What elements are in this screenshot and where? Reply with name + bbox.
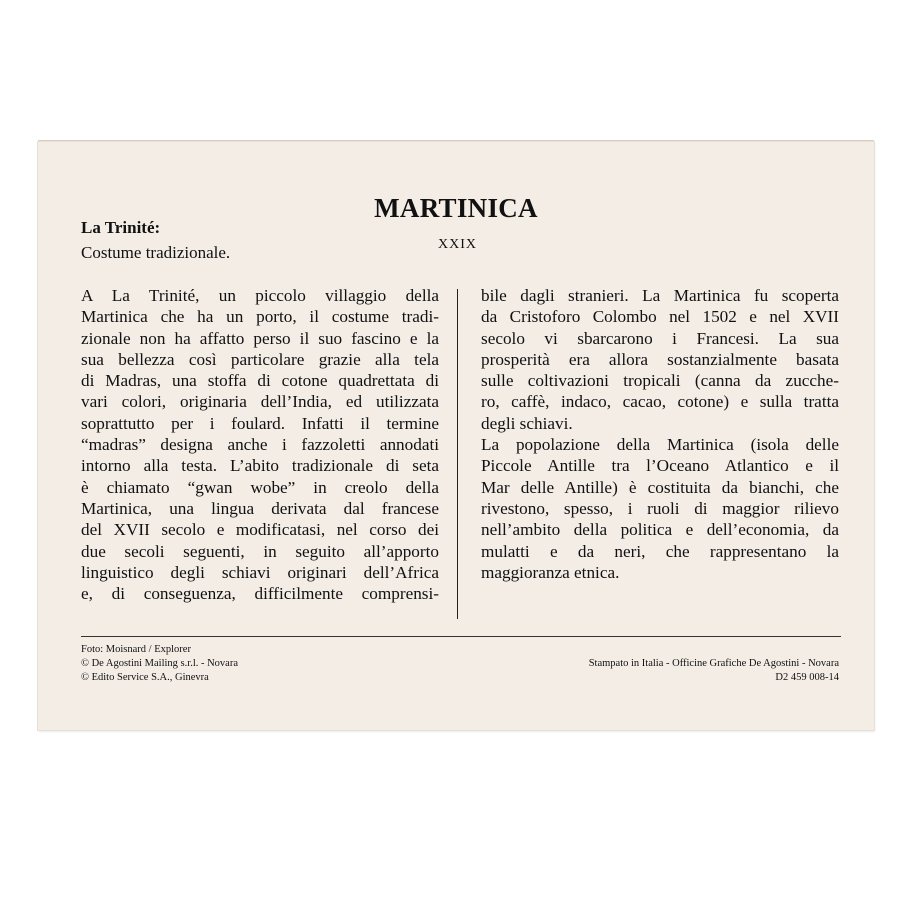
text-line: secolo vi sbarcarono i Francesi. La sua — [481, 328, 839, 348]
text-column-right — [481, 285, 839, 583]
location-heading: La Trinité: — [81, 218, 161, 237]
text-line: ro, caffè, indaco, cacao, cotone) e sulla tratta — [481, 392, 839, 412]
postcard-back — [38, 142, 874, 730]
text-line: intorno alla testa. L’abito tradizionale di seta — [81, 456, 439, 476]
text-line: mulatti e da neri, che rappresentano la — [481, 541, 839, 561]
text-line: prosperità era allora sostanzialmente basata — [481, 349, 839, 369]
text-line: sulle coltivazioni tropicali (canna da zucche- — [481, 371, 839, 391]
text-line: e, di conseguenza, difficilmente comprensi- — [81, 584, 439, 604]
text-line: nell’ambito della politica e dell’economia, da — [481, 520, 839, 540]
text-line: zionale non ha affatto perso il suo fascino e la — [81, 328, 439, 348]
text-line: sua bellezza così particolare grazie alla tela — [81, 349, 439, 369]
text-line: Mar delle Antille) è costituita da bianchi, che — [481, 477, 839, 497]
text-line: La popolazione della Martinica (isola delle — [481, 435, 839, 455]
credit-line: © Edito Service S.A., Ginevra — [81, 672, 209, 683]
footer-rule — [81, 636, 841, 637]
text-line: da Cristoforo Colombo nel 1502 e nel XVII — [481, 307, 839, 327]
credit-line: © De Agostini Mailing s.r.l. - Novara — [81, 658, 239, 669]
text-line: due secoli seguenti, in seguito all’apporto — [81, 541, 439, 561]
column-divider — [457, 289, 458, 619]
text-line: Martinica, una lingua derivata dal francese — [81, 498, 439, 518]
text-line: soprattutto per i foulard. Infatti il termine — [81, 413, 439, 433]
card-number: XXIX — [438, 237, 477, 252]
text-line: Piccole Antille tra l’Oceano Atlantico e il — [481, 456, 839, 476]
text-line: Martinica che ha un porto, il costume tradi- — [81, 307, 439, 327]
text-line: vari colori, originaria dell’India, ed utilizzata — [81, 392, 439, 412]
subject-subheading: Costume tradizionale. — [81, 243, 231, 262]
text-line: è chiamato “gwan wobe” in creolo della — [81, 477, 439, 497]
text-line: linguistico degli schiavi originari dell’Africa — [81, 562, 439, 582]
printer-line: Stampato in Italia - Officine Grafiche De Agostini - Novara — [588, 658, 839, 669]
card-title: MARTINICA — [374, 193, 538, 223]
text-line: “madras” designa anche i fazzoletti annodati — [81, 435, 439, 455]
credit-line: Foto: Moisnard / Explorer — [81, 644, 191, 655]
text-line: maggioranza etnica. — [481, 562, 620, 582]
product-code: D2 459 008-14 — [775, 672, 839, 683]
text-line: del XVII secolo e modificatasi, nel corso dei — [81, 520, 439, 540]
text-line: bile dagli stranieri. La Martinica fu scoperta — [481, 286, 839, 305]
text-column-left — [81, 285, 439, 604]
text-line: rivestono, spesso, i ruoli di maggior rilievo — [481, 498, 839, 518]
printer-info — [589, 657, 839, 685]
text-line: A La Trinité, un piccolo villaggio della — [81, 286, 439, 305]
text-line: di Madras, una stoffa di cotone quadrettata di — [81, 371, 439, 391]
text-line: degli schiavi. — [481, 413, 573, 433]
photo-credits — [81, 643, 238, 685]
